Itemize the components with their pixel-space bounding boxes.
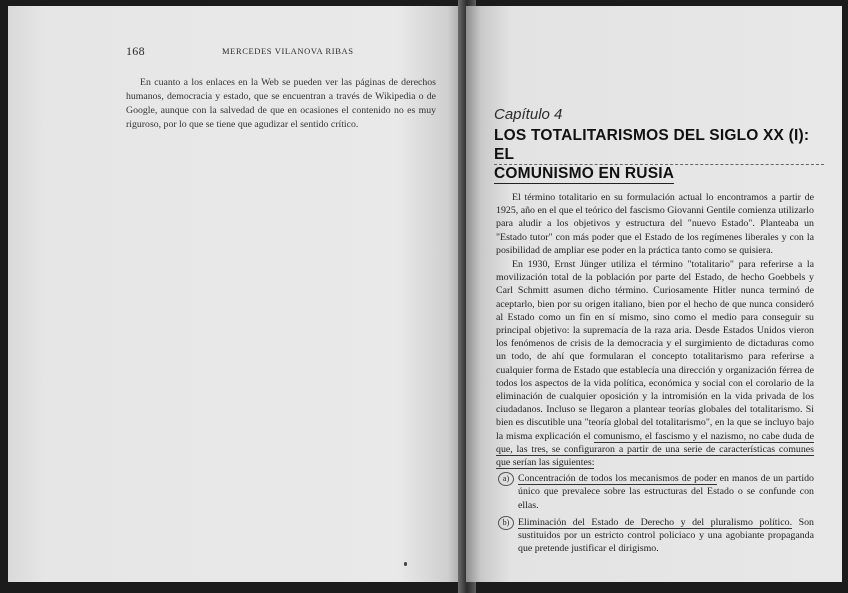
paragraph-1: El término totalitario en su formulación actual lo encontramos a partir de 1925, año en el que el teórico del fascismo Giovanni Gentile comienza utilizarlo para aludir a los objetivos y estructura del "nuevo Estado". Planteaba un "Estado tutor" con más poder que el Estado de los regímenes liberales y con la posibilidad de ampliar ese poder en la práctica tanto como se quisiera.: [496, 192, 814, 256]
paragraph-2-underlined: comunismo, el fascismo y el nazismo, no cabe duda de que, las tres, se configuraron a partir de una serie de características comunes que serían las siguientes:: [496, 430, 814, 469]
list-item: [496, 516, 814, 556]
right-body-text: [496, 191, 814, 559]
chapter-label: Capítulo 4: [494, 106, 563, 123]
list-item-text: Son sustituidos por un estricto control policiaco y una agobiante propaganda que pretende justificar el dirigismo.: [518, 516, 814, 555]
title-rule: [494, 164, 824, 165]
left-paragraph: En cuanto a los enlaces en la Web se pueden ver las páginas de derechos humanos, democracia y estado, que se encuentran a través de Wikipedia o de Google, aunque con la salvedad de que en ocasiones el contenido no es muy riguroso, por lo que se tiene que agudizar el sentido crítico.: [126, 77, 436, 130]
chapter-title-line1: LOS TOTALITARISMOS DEL SIGLO XX (I): EL: [494, 127, 810, 163]
chapter-title-line2: COMUNISMO EN RUSIA: [494, 165, 675, 182]
page-number: 168: [126, 44, 145, 58]
paragraph-2: [496, 258, 814, 469]
author-name: MERCEDES VILANOVA RIBAS: [222, 46, 354, 56]
list-item-title: Concentración de todos los mecanismos de poder: [518, 473, 717, 485]
circled-marker: b): [498, 516, 514, 530]
list-item-text: en manos de un partido único que prevalece sobre las estructuras del Estado o se confunde con ellas.: [518, 473, 814, 511]
paragraph-2-text: En 1930, Ernst Jünger utiliza el término "totalitario" para referirse a la movilización total de la población por parte del Estado, de hecho Goebbels y Carl Schmitt asumen dicho término. Curiosamente Hitler nunca terminó de aceptarlo, bien por su origen italiano, bien por el hecho de que nunca consideró al Estado como un fin en sí mismo, sino como el medio para conseguir su principal objetivo: la supremacía de la raza aria. Desde Estados Unidos vieron los fenómenos de crisis de la democracia y el surgimiento de dictaduras como un todo, de ahí que formularan el concepto totalitarismo para referirse a cualquier forma de Estado que establecía una dirección y organización férrea de todos los aspectos de la vida política, económica y social con el corolario de la eliminación de cualquier oposición y la intromisión en la vida privada de los ciudadanos. Incluso se llegaron a plantear teorías globales del totalitarismo. Si bien es discutible una "teoría global del totalitarismo", en la que se incluyo bajo la misma explicación el: [496, 259, 814, 442]
ink-speck: [404, 562, 407, 566]
list-item: [496, 472, 814, 512]
left-page: [8, 6, 466, 582]
left-body-text: [126, 76, 436, 132]
right-page: [466, 6, 842, 582]
list-item-title: Eliminación del Estado de Derecho y del pluralismo político.: [518, 516, 793, 528]
circled-marker: a): [498, 472, 514, 486]
characteristics-list: [496, 472, 814, 555]
chapter-title: [494, 126, 824, 184]
